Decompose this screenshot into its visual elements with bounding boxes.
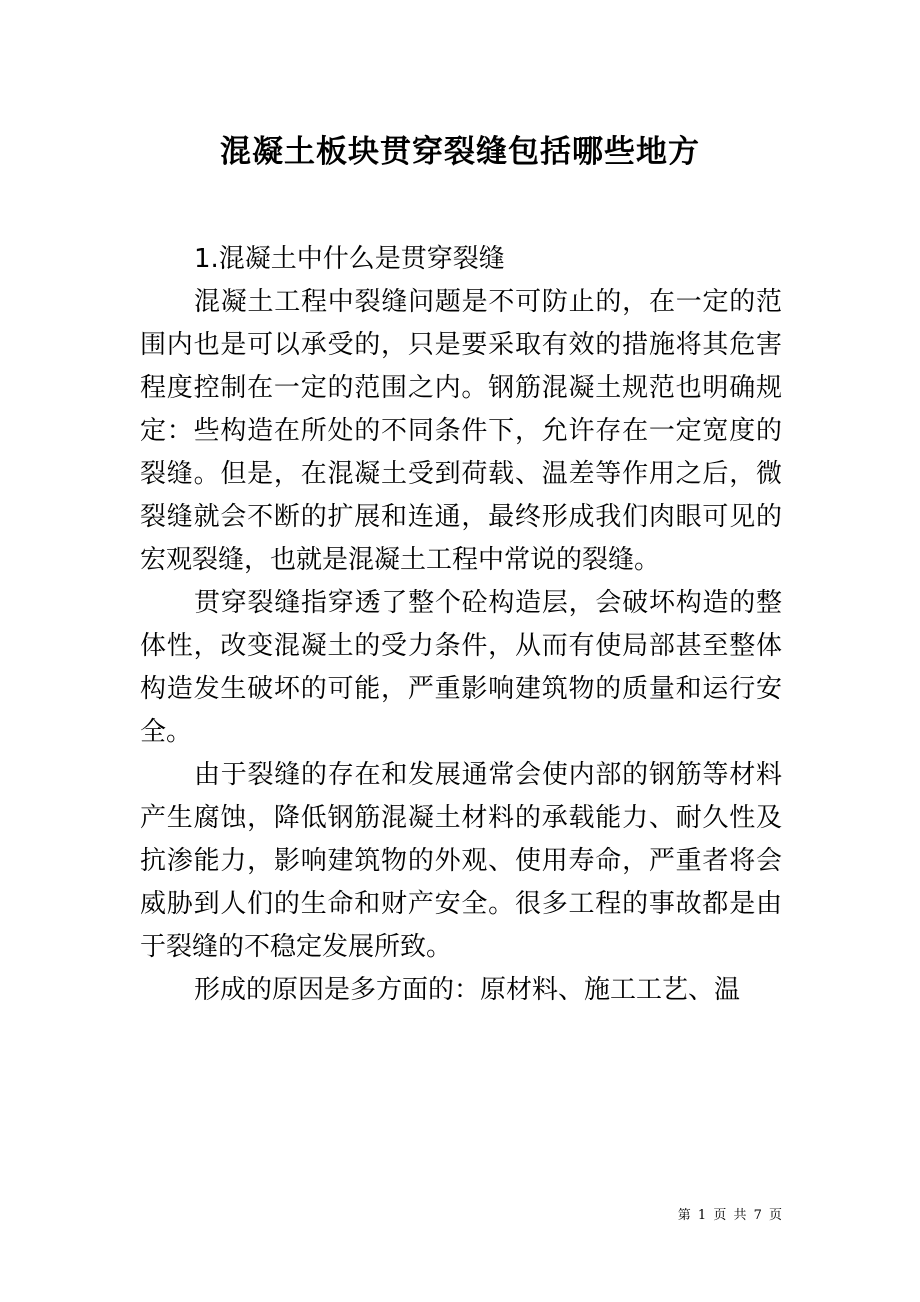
paragraph: 形成的原因是多方面的：原材料、施工工艺、温 [194,975,741,1005]
document-body [140,238,782,1012]
document-title: 混凝土板块贯穿裂缝包括哪些地方 [220,134,700,170]
paragraph: 由于裂缝的存在和发展通常会使内部的钢筋等材料产生腐蚀，降低钢筋混凝土材料的承载能力、耐久性及抗渗能力，影响建筑物的外观、使用寿命，严重者将会威胁到人们的生命和财产安全。很多工程的事故都是由于裂缝的不稳定发展所致。 [140,760,782,962]
page-number-footer: 第 1 页 共 7 页 [677,1208,782,1223]
paragraph: 混凝土工程中裂缝问题是不可防止的，在一定的范围内也是可以承受的，只是要采取有效的措施将其危害程度控制在一定的范围之内。钢筋混凝土规范也明确规定：些构造在所处的不同条件下，允许存在一定宽度的裂缝。但是，在混凝土受到荷载、温差等作用之后，微裂缝就会不断的扩展和连通，最终形成我们肉眼可见的宏观裂缝，也就是混凝土工程中常说的裂缝。 [140,287,782,575]
section-heading: 1.混凝土中什么是贯穿裂缝 [194,244,505,274]
paragraph: 贯穿裂缝指穿透了整个砼构造层，会破坏构造的整体性，改变混凝土的受力条件，从而有使局部甚至整体构造发生破坏的可能，严重影响建筑物的质量和运行安全。 [140,588,782,747]
